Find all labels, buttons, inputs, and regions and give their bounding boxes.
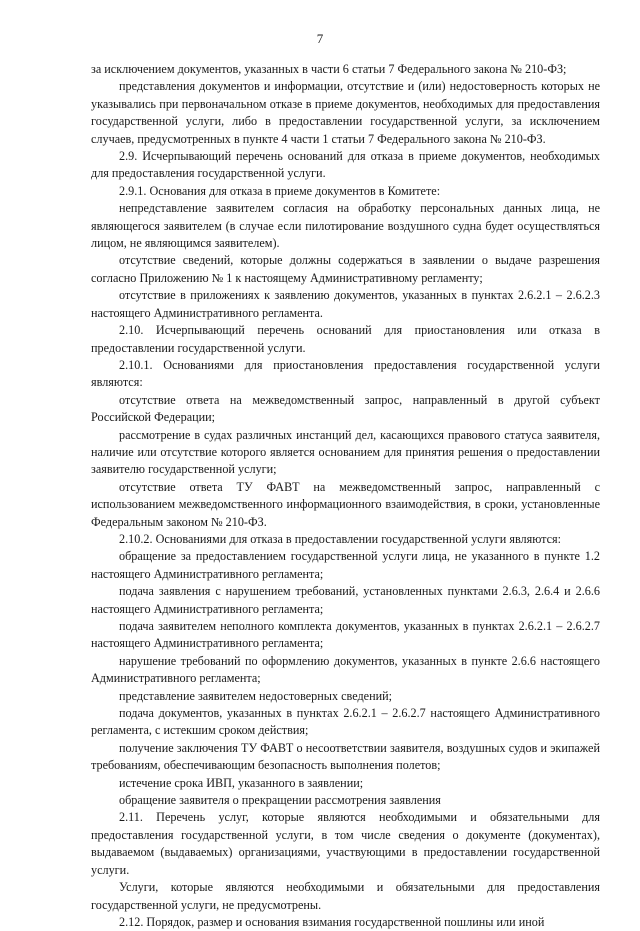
paragraph: нарушение требований по оформлению документов, указанных в пункте 2.6.6 настоящего Административного регламента; xyxy=(91,653,600,686)
paragraph: рассмотрение в судах различных инстанций дел, касающихся правового статуса заявителя, наличие или отсутствие которого является основанием для принятия решения о предоставлении заявителю государственной услуги; xyxy=(91,427,600,477)
paragraph: отсутствие ответа на межведомственный запрос, направленный в другой субъект Российской Федерации; xyxy=(91,392,600,425)
paragraph: подача заявителем неполного комплекта документов, указанных в пунктах 2.6.2.1 – 2.6.2.7 настоящего Административного регламента; xyxy=(91,619,600,651)
paragraph: 2.10. Исчерпывающий перечень оснований для приостановления или отказа в предоставлении государственной услуги. xyxy=(91,323,600,355)
paragraph: истечение срока ИВП, указанного в заявлении; xyxy=(119,775,364,790)
paragraph: за исключением документов, указанных в части 6 статьи 7 Федерального закона № 210-ФЗ; xyxy=(91,62,567,76)
paragraph: 2.10.2. Основаниями для отказа в предоставлении государственной услуги являются: xyxy=(119,531,562,546)
paragraph: обращение за предоставлением государственной услуги лица, не указанного в пункте 1.2 настоящего Административного регламента; xyxy=(91,549,600,581)
paragraph: 2.11. Перечень услуг, которые являются необходимыми и обязательными для предоставления государственной услуги, в том числе сведения о документе (документах), выдаваемом (выдаваемых) организациями, участвующими в предоставлении государственной услуги. xyxy=(91,810,600,877)
paragraph: отсутствие в приложениях к заявлению документов, указанных в пунктах 2.6.2.1 – 2.6.2.3 настоящего Административного регламента. xyxy=(91,288,600,320)
paragraph: подача документов, указанных в пунктах 2.6.2.1 – 2.6.2.7 настоящего Административного регламента, с истекшим сроком действия; xyxy=(91,706,600,738)
paragraph: 2.9.1. Основания для отказа в приеме документов в Комитете: xyxy=(119,183,441,198)
paragraph: 2.12. Порядок, размер и основания взимания государственной пошлины или иной xyxy=(119,914,545,929)
paragraph: представление заявителем недостоверных сведений; xyxy=(119,688,393,703)
paragraph: непредставление заявителем согласия на обработку персональных данных лица, не являющегося заявителем (в случае если пилотирование воздушного судна будет осуществляться лицом, не являющимся заявителем). xyxy=(91,201,600,251)
paragraph: отсутствие ответа ТУ ФАВТ на межведомственный запрос, направленный с использованием межведомственного информационного взаимодействия, в сроки, установленные Федеральным законом № 210-ФЗ. xyxy=(91,479,600,529)
paragraph: получение заключения ТУ ФАВТ о несоответствии заявителя, воздушных судов и экипажей требованиям, обеспечивающим безопасность выполнения полетов; xyxy=(91,740,600,773)
paragraph: отсутствие сведений, которые должны содержаться в заявлении о выдаче разрешения согласно Приложению № 1 к настоящему Административному регламенту; xyxy=(91,253,600,285)
paragraph: 2.9. Исчерпывающий перечень оснований для отказа в приеме документов, необходимых для предоставления государственной услуги. xyxy=(91,149,600,181)
document-body xyxy=(91,61,600,931)
paragraph: подача заявления с нарушением требований, установленных пунктами 2.6.3, 2.6.4 и 2.6.6 настоящего Административного регламента; xyxy=(91,584,600,616)
paragraph: представления документов и информации, отсутствие и (или) недостоверность которых не указывались при первоначальном отказе в приеме документов, необходимых для предоставления государственной услуги, либо в предоставлении государственной услуги, за исключением случаев, предусмотренных в пункте 4 части 1 статьи 7 Федерального закона № 210-ФЗ. xyxy=(91,79,600,146)
paragraph: Услуги, которые являются необходимыми и обязательными для предоставления государственной услуги, не предусмотрены. xyxy=(91,880,600,912)
paragraph: 2.10.1. Основаниями для приостановления предоставления государственной услуги являются: xyxy=(91,357,600,390)
paragraph: обращение заявителя о прекращении рассмотрения заявления xyxy=(119,793,441,808)
page-number: 7 xyxy=(316,31,324,46)
